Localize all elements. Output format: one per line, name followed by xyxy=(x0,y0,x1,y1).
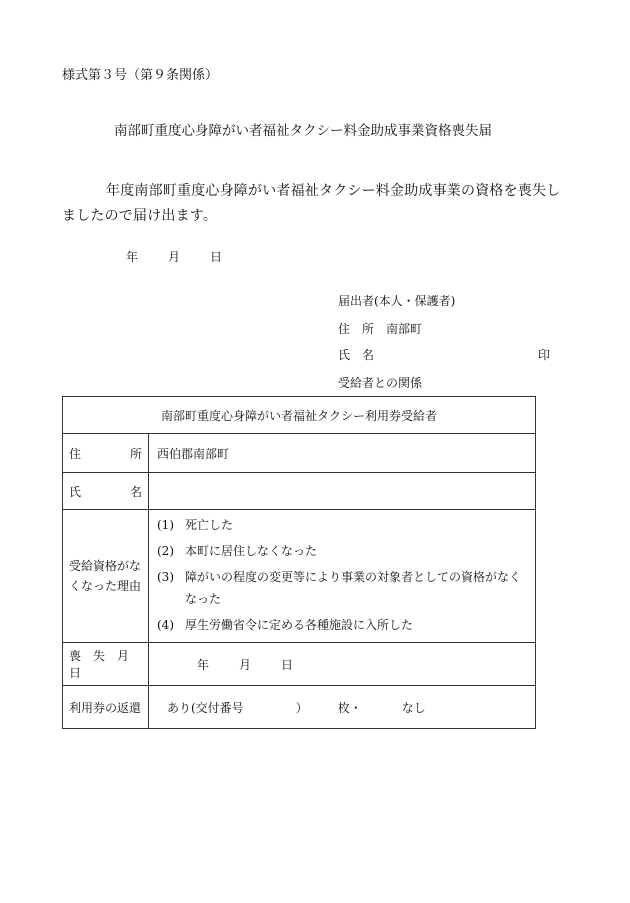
table-header-row xyxy=(63,397,536,434)
applicant-name xyxy=(338,346,550,363)
return-no-option[interactable]: なし xyxy=(401,700,426,715)
table-header: 南部町重度心身障がい者福祉タクシー利用券受給者 xyxy=(63,397,536,434)
date-year-label: 年 xyxy=(126,250,139,264)
reason-text: 厚生労働省令に定める各種施設に入所した xyxy=(185,618,414,632)
return-paren: ） xyxy=(295,700,308,715)
name-value[interactable] xyxy=(149,473,536,510)
address-label-a: 住 xyxy=(69,446,82,461)
name-label-a: 氏 xyxy=(69,484,82,499)
reason-number: (3) xyxy=(157,570,174,584)
seal-mark: 印 xyxy=(537,348,550,362)
name-label-b: 名 xyxy=(129,484,142,499)
reason-label: 受給資格がなくなった理由 xyxy=(63,510,149,643)
reason-text: 死亡した xyxy=(185,518,234,532)
recipient-table xyxy=(62,396,536,729)
loss-year-label: 年 xyxy=(197,657,210,672)
loss-month-label: 月 xyxy=(239,657,252,672)
applicant-name-label: 氏 名 xyxy=(338,348,375,362)
reason-text: 障がいの程度の変更等により事業の対象者としての資格がなくなった xyxy=(185,570,522,606)
reason-option[interactable] xyxy=(157,518,527,536)
loss-day-label: 日 xyxy=(281,657,294,672)
return-sheets-label: 枚・ xyxy=(337,700,362,715)
return-label: 利用券の返還 xyxy=(63,686,149,729)
reason-option[interactable] xyxy=(157,618,527,636)
address-value[interactable]: 西伯郡南部町 xyxy=(149,434,536,473)
document-title: 南部町重度心身障がい者福祉タクシー料金助成事業資格喪失届 xyxy=(114,123,492,139)
table-row-loss-date xyxy=(63,643,536,686)
address-label-b: 所 xyxy=(129,446,142,461)
applicant-heading: 届出者(本人・保護者) xyxy=(338,294,456,308)
reason-option[interactable] xyxy=(157,544,527,562)
applicant-address-label: 住 所 xyxy=(338,322,375,336)
applicant-address-value: 南部町 xyxy=(386,322,423,336)
return-value[interactable] xyxy=(149,686,536,729)
table-row-name xyxy=(63,473,536,510)
reason-text: 本町に居住しなくなった xyxy=(185,544,318,558)
table-row-return xyxy=(63,686,536,729)
reason-number: (4) xyxy=(157,618,174,632)
table-row-address xyxy=(63,434,536,473)
submission-date xyxy=(126,248,222,265)
applicant-relation-label: 受給者との関係 xyxy=(338,376,423,390)
table-row-reason xyxy=(63,510,536,643)
reason-option[interactable] xyxy=(157,570,527,610)
body-text-line-1: 年度南部町重度心身障がい者福祉タクシー料金助成事業の資格を喪失し xyxy=(106,183,561,199)
return-yes-option[interactable]: あり(交付番号 xyxy=(167,700,244,715)
reason-number: (1) xyxy=(157,518,174,532)
date-month-label: 月 xyxy=(168,250,181,264)
reason-options xyxy=(149,510,536,643)
date-day-label: 日 xyxy=(210,250,223,264)
loss-date-label: 喪 失 月 日 xyxy=(63,643,149,686)
form-number: 様式第３号（第９条関係） xyxy=(62,68,219,83)
applicant-address xyxy=(338,320,422,337)
loss-date-value[interactable] xyxy=(149,643,536,686)
reason-number: (2) xyxy=(157,544,174,558)
address-label-cell xyxy=(63,434,149,473)
body-text-line-2: ましたので届け出ます。 xyxy=(62,208,218,224)
name-label-cell xyxy=(63,473,149,510)
